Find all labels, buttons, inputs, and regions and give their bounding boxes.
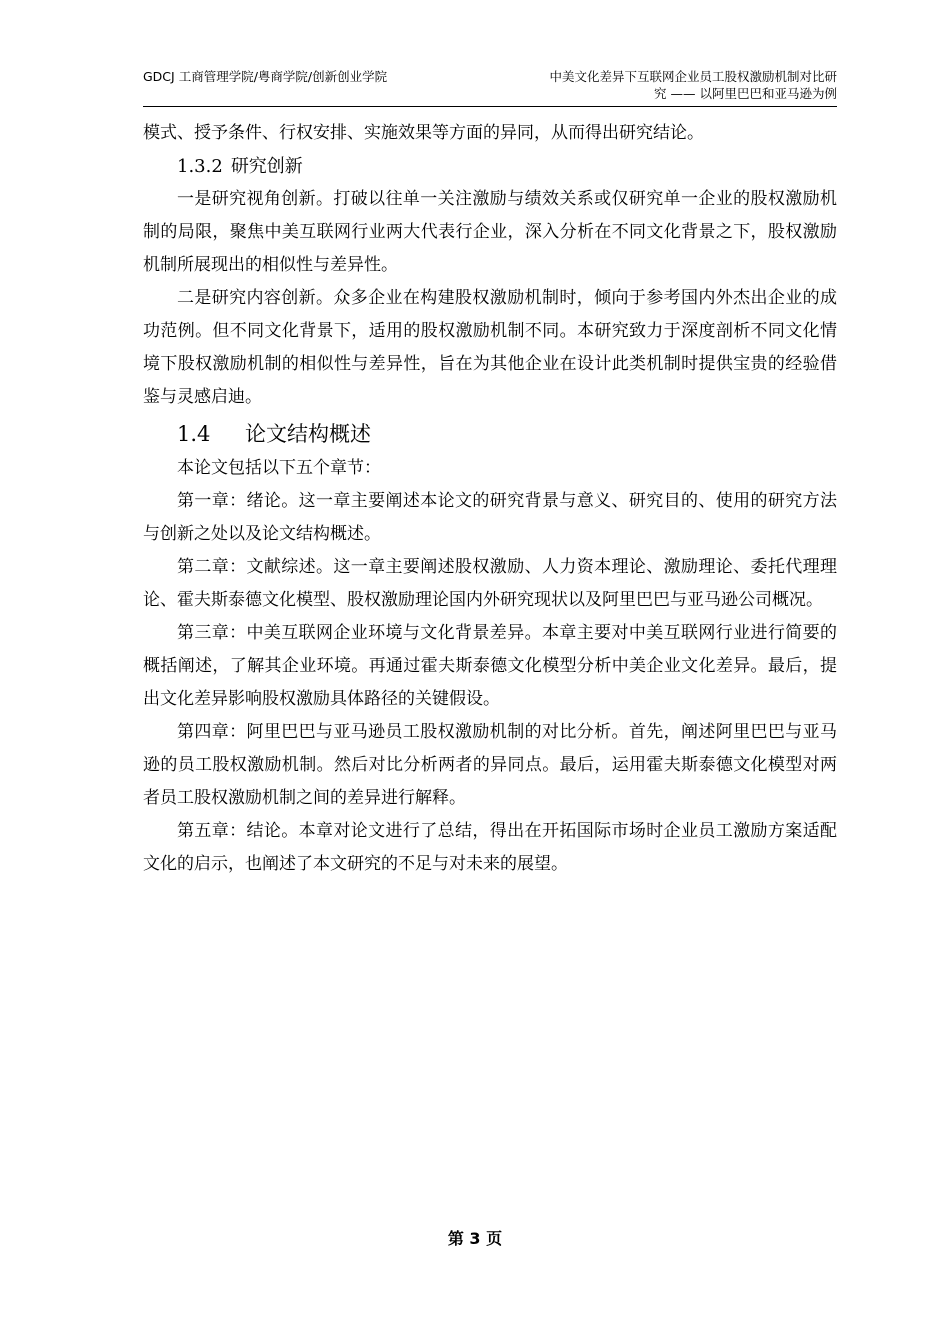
subsection-heading xyxy=(143,150,837,183)
subsection-title: 研究创新 xyxy=(230,156,303,177)
chapter-paragraph-2: 第二章：文献综述。这一章主要阐述股权激励、人力资本理论、激励理论、委托代理理论、霍夫斯泰德文化模型、股权激励理论国内外研究现状以及阿里巴巴与亚马逊公司概况。 xyxy=(143,557,837,610)
intro-paragraph: 模式、授予条件、行权安排、实施效果等方面的异同，从而得出研究结论。 xyxy=(143,123,704,143)
header-thesis-title-line1: 中美文化差异下互联网企业员工股权激励机制对比研 xyxy=(549,69,837,84)
header-thesis-title-line2: 究 —— 以阿里巴巴和亚马逊为例 xyxy=(654,86,837,101)
innovation-paragraph-1: 一是研究视角创新。打破以往单一关注激励与绩效关系或仅研究单一企业的股权激励机制的局限，聚焦中美互联网行业两大代表行企业，深入分析在不同文化背景之下，股权激励机制所展现出的相似性与差异性。 xyxy=(143,189,837,275)
chapter-paragraph-1: 第一章：绪论。这一章主要阐述本论文的研究背景与意义、研究目的、使用的研究方法与创新之处以及论文结构概述。 xyxy=(143,491,837,544)
section-title: 论文结构概述 xyxy=(245,422,371,446)
subsection-number: 1.3.2 xyxy=(177,156,223,177)
innovation-paragraph-2: 二是研究内容创新。众多企业在构建股权激励机制时，倾向于参考国内外杰出企业的成功范例。但不同文化背景下，适用的股权激励机制不同。本研究致力于深度剖析不同文化情境下股权激励机制的相似性与差异性，旨在为其他企业在设计此类机制时提供宝贵的经验借鉴与灵感启迪。 xyxy=(143,288,837,407)
header-institution: GDCJ 工商管理学院/粤商学院/创新创业学院 xyxy=(143,69,388,84)
page-body xyxy=(143,117,837,881)
chapter-paragraph-4: 第四章：阿里巴巴与亚马逊员工股权激励机制的对比分析。首先，阐述阿里巴巴与亚马逊的员工股权激励机制。然后对比分析两者的异同点。最后，运用霍夫斯泰德文化模型对两者员工股权激励机制之间的差异进行解释。 xyxy=(143,722,837,808)
overview-intro: 本论文包括以下五个章节： xyxy=(177,458,381,478)
page-number: 第 3 页 xyxy=(447,1229,503,1248)
chapter-paragraph-5: 第五章：结论。本章对论文进行了总结，得出在开拓国际市场时企业员工激励方案适配文化的启示，也阐述了本文研究的不足与对未来的展望。 xyxy=(143,821,837,874)
page-header xyxy=(143,66,837,107)
header-thesis-title xyxy=(507,68,837,102)
section-heading xyxy=(143,418,837,450)
section-number: 1.4 xyxy=(177,422,211,446)
chapter-paragraph-3: 第三章：中美互联网企业环境与文化背景差异。本章主要对中美互联网行业进行简要的概括阐述，了解其企业环境。再通过霍夫斯泰德文化模型分析中美企业文化差异。最后，提出文化差异影响股权激励具体路径的关键假设。 xyxy=(143,623,837,709)
